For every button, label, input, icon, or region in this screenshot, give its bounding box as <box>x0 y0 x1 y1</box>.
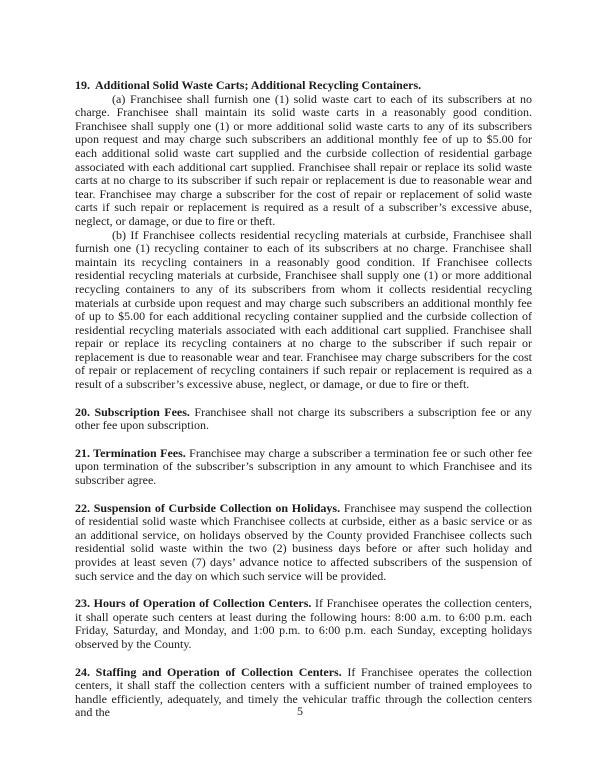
page-content <box>75 79 532 720</box>
section-24-body: If Franchisee operates the collection centers, it shall staff the collection centers with a sufficient number of trained employees to handle efficiently, adequately, and timely the vehicular traffic through the collection centers and the <box>75 664 533 720</box>
section-20-paragraph <box>75 406 532 433</box>
section-19-number: 19. <box>75 78 90 92</box>
section-23-paragraph <box>75 597 532 651</box>
section-21-body: Franchisee may charge a subscriber a termination fee or such other fee upon termination of the subscriber’s subscription in any amount to which Franchisee and its subscriber agree. <box>75 445 532 488</box>
section-24-lead: 24. Staffing and Operation of Collection Centers. <box>75 664 342 679</box>
section-21-paragraph <box>75 447 532 488</box>
section-23-lead: 23. Hours of Operation of Collection Centers. <box>75 596 312 611</box>
page-number: 5 <box>297 704 303 718</box>
section-20-lead: 20. Subscription Fees. <box>75 404 190 419</box>
section-22-lead: 22. Suspension of Curbside Collection on Holidays. <box>75 500 341 515</box>
section-22-paragraph <box>75 502 532 584</box>
section-19-paragraph-b: (b) If Franchisee collects residential recycling materials at curbside, Franchisee shall furnish one (1) recycling container to each of its subscribers at no charge. Franchisee shall maintain its recycling containers in a reasonably good condition. If Franchisee collects residential recycling materials at curbside, Franchisee shall supply one (1) or more additional recycling containers to any of its subscribers from whom it collects residential recycling materials at curbside upon request and may charge such subscribers an additional monthly fee of up to $5.00 for each additional recycling container supplied and the curbside collection of residential recycling materials associated with each additional cart supplied. Franchisee shall repair or replace its recycling containers at no charge to the subscriber if such repair or replacement is due to reasonable wear and tear. Franchisee may charge subscribers for the cost of repair or replacement of recycling containers if such repair or replacement is required as a result of a subscriber’s excessive abuse, neglect, or damage, or due to fire or theft. <box>75 227 532 392</box>
section-19-heading <box>75 79 532 93</box>
section-20-body: Franchisee shall not charge its subscribers a subscription fee or any other fee upon subscription. <box>75 404 533 433</box>
section-23-body: If Franchisee operates the collection centers, it shall operate such centers at least during the following hours: 8:00 a.m. to 6:00 p.m. each Friday, Saturday, and Monday, and 1:00 p.m. to 6:00 p.m. each Sunday, excepting holidays observed by the County. <box>75 596 533 651</box>
section-19-paragraph-a: (a) Franchisee shall furnish one (1) solid waste cart to each of its subscribers at no charge. Franchisee shall maintain its solid waste carts in a reasonably good condition. Franchisee shall supply one (1) or more additional solid waste carts to any of its subscribers upon request and may charge such subscribers an additional monthly fee of up to $5.00 for each additional solid waste cart supplied and the curbside collection of residential garbage associated with each additional cart supplied. Franchisee shall repair or replace its solid waste carts at no charge to its subscriber if such repair or replacement is due to reasonable wear and tear. Franchisee may charge a subscriber for the cost of repair or replacement of solid waste carts if such repair or replacement is required as a result of a subscriber’s excessive abuse, neglect, or damage, or due to fire or theft. <box>75 91 532 228</box>
section-22-body: Franchisee may suspend the collection of residential solid waste which Franchisee collects at curbside, either as a basic service or as an additional service, on holidays observed by the County provided Franchisee collects such residential solid waste within the two (2) business days before or after such holiday and provides at least seven (7) days’ advance notice to affected subscribers of the suspension of such service and the day on which such service will be provided. <box>75 500 533 583</box>
section-19-title: Additional Solid Waste Carts; Additional Recycling Containers. <box>95 78 422 92</box>
section-21-lead: 21. Termination Fees. <box>75 445 186 460</box>
